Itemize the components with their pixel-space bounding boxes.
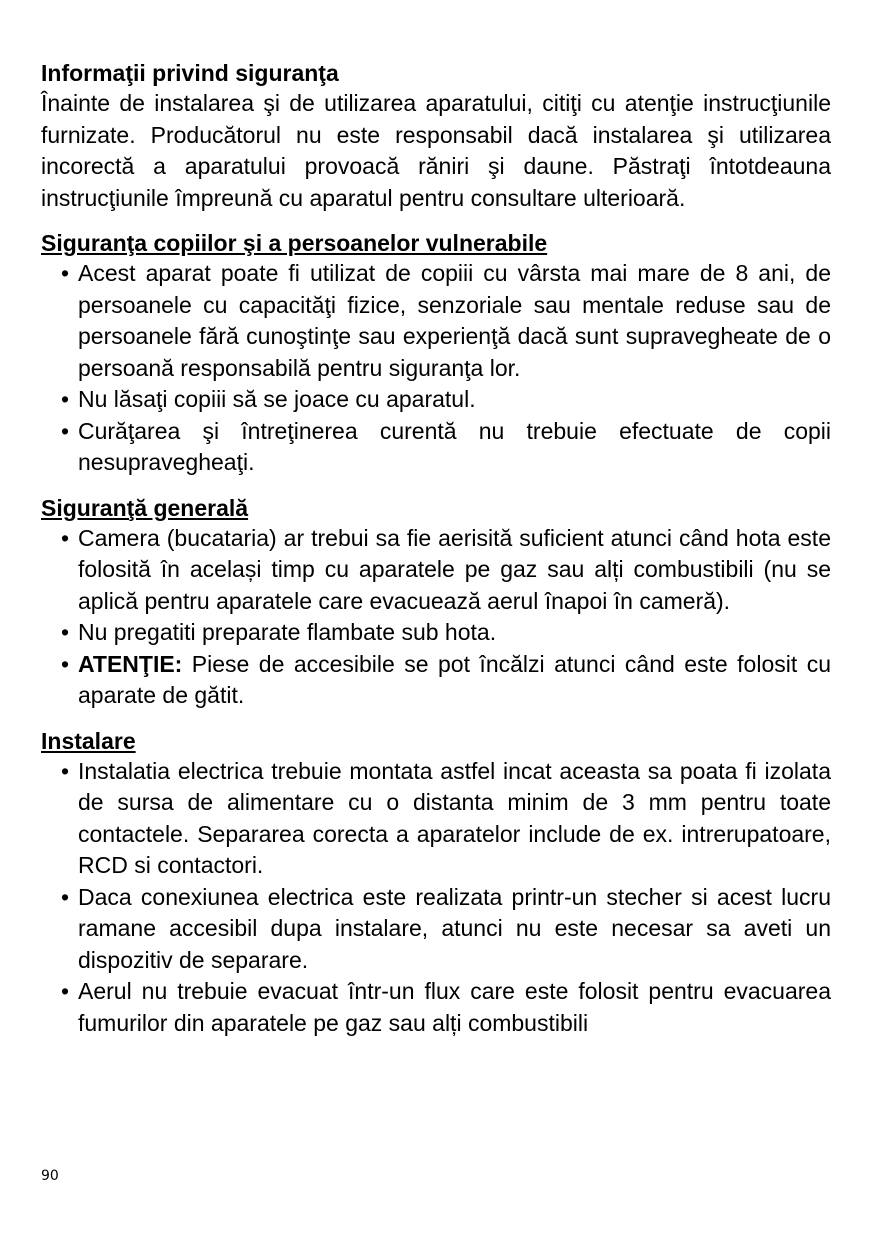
page-number: 90 [41, 1168, 59, 1184]
bullet-icon: • [60, 386, 70, 412]
list-item-text: Camera (bucataria) ar trebui sa fie aerisită suficient atunci când hota este folosită în același timp cu aparatele pe gaz sau alți combustibili (nu se aplică pentru aparatele care evacuează aerul înapoi în cameră). [78, 524, 831, 614]
list-item-text: Daca conexiunea electrica este realizata printr-un stecher si acest lucru ramane accesibil dupa instalare, atunci nu este necesar sa aveti un dispozitiv de separare. [78, 883, 831, 973]
list-item [41, 976, 831, 1039]
list-item-text: Acest aparat poate fi utilizat de copiii cu vârsta mai mare de 8 ani, de persoanele cu capacităţi fizice, senzoriale sau mentale reduse sau de persoanele fără cunoştinţe sau experienţă dacă sunt supravegheate de o persoană responsabilă pentru siguranţa lor. [78, 260, 831, 381]
children-safety-title: Siguranţa copiilor şi a persoanelor vulnerabile [41, 230, 548, 256]
warning-text: Piese de accesibile se pot încălzi atunci când este folosit cu aparate de gătit. [78, 650, 831, 708]
children-safety-list [41, 258, 831, 479]
list-item-text: Curăţarea şi întreţinerea curentă nu trebuie efectuate de copii nesupravegheaţi. [78, 417, 831, 475]
bullet-icon: • [60, 978, 70, 1004]
list-item-text: Aerul nu trebuie evacuat într-un flux care este folosit pentru evacuarea fumurilor din aparatele pe gaz sau alți combustibili [78, 978, 831, 1036]
warning-label: ATENŢIE: [78, 650, 183, 677]
safety-info-paragraph: Înainte de instalarea şi de utilizarea aparatului, citiţi cu atenţie instrucţiunile furnizate. Producătorul nu este responsabil dacă instalarea şi utilizarea incorectă a aparatului provoacă răniri şi daune. Păstraţi întotdeauna instrucţiunile împreună cu aparatul pentru consultare ulterioară. [41, 90, 831, 211]
installation-list [41, 756, 831, 1040]
bullet-icon: • [60, 757, 70, 784]
bullet-icon: • [60, 260, 70, 286]
bullet-icon: • [60, 417, 70, 444]
general-safety-list [41, 523, 831, 712]
bullet-icon: • [60, 619, 70, 645]
list-item-text: Nu pregatiti preparate flambate sub hota. [78, 619, 497, 645]
list-item [41, 416, 831, 479]
list-item-text: Nu lăsaţi copiii să se joace cu aparatul. [78, 386, 476, 412]
general-safety-title: Siguranţă generală [41, 494, 249, 521]
bullet-icon: • [60, 524, 70, 551]
list-item [41, 384, 831, 416]
bullet-icon: • [60, 883, 70, 910]
warning-item [41, 649, 831, 712]
list-item [41, 258, 831, 384]
safety-info-title: Informaţii privind siguranţa [41, 60, 339, 86]
list-item [41, 882, 831, 977]
list-item [41, 756, 831, 882]
installation-title: Instalare [41, 727, 136, 754]
list-item-text: Instalatia electrica trebuie montata astfel incat aceasta sa poata fi izolata de sursa de alimentare cu o distanta minim de 3 mm pentru toate contactele. Separarea corecta a aparatelor include de ex. intrerupatoare, RCD si contactori. [78, 757, 831, 878]
bullet-icon: • [60, 650, 70, 677]
list-item [41, 617, 831, 649]
manual-page [41, 58, 831, 1039]
list-item [41, 523, 831, 618]
